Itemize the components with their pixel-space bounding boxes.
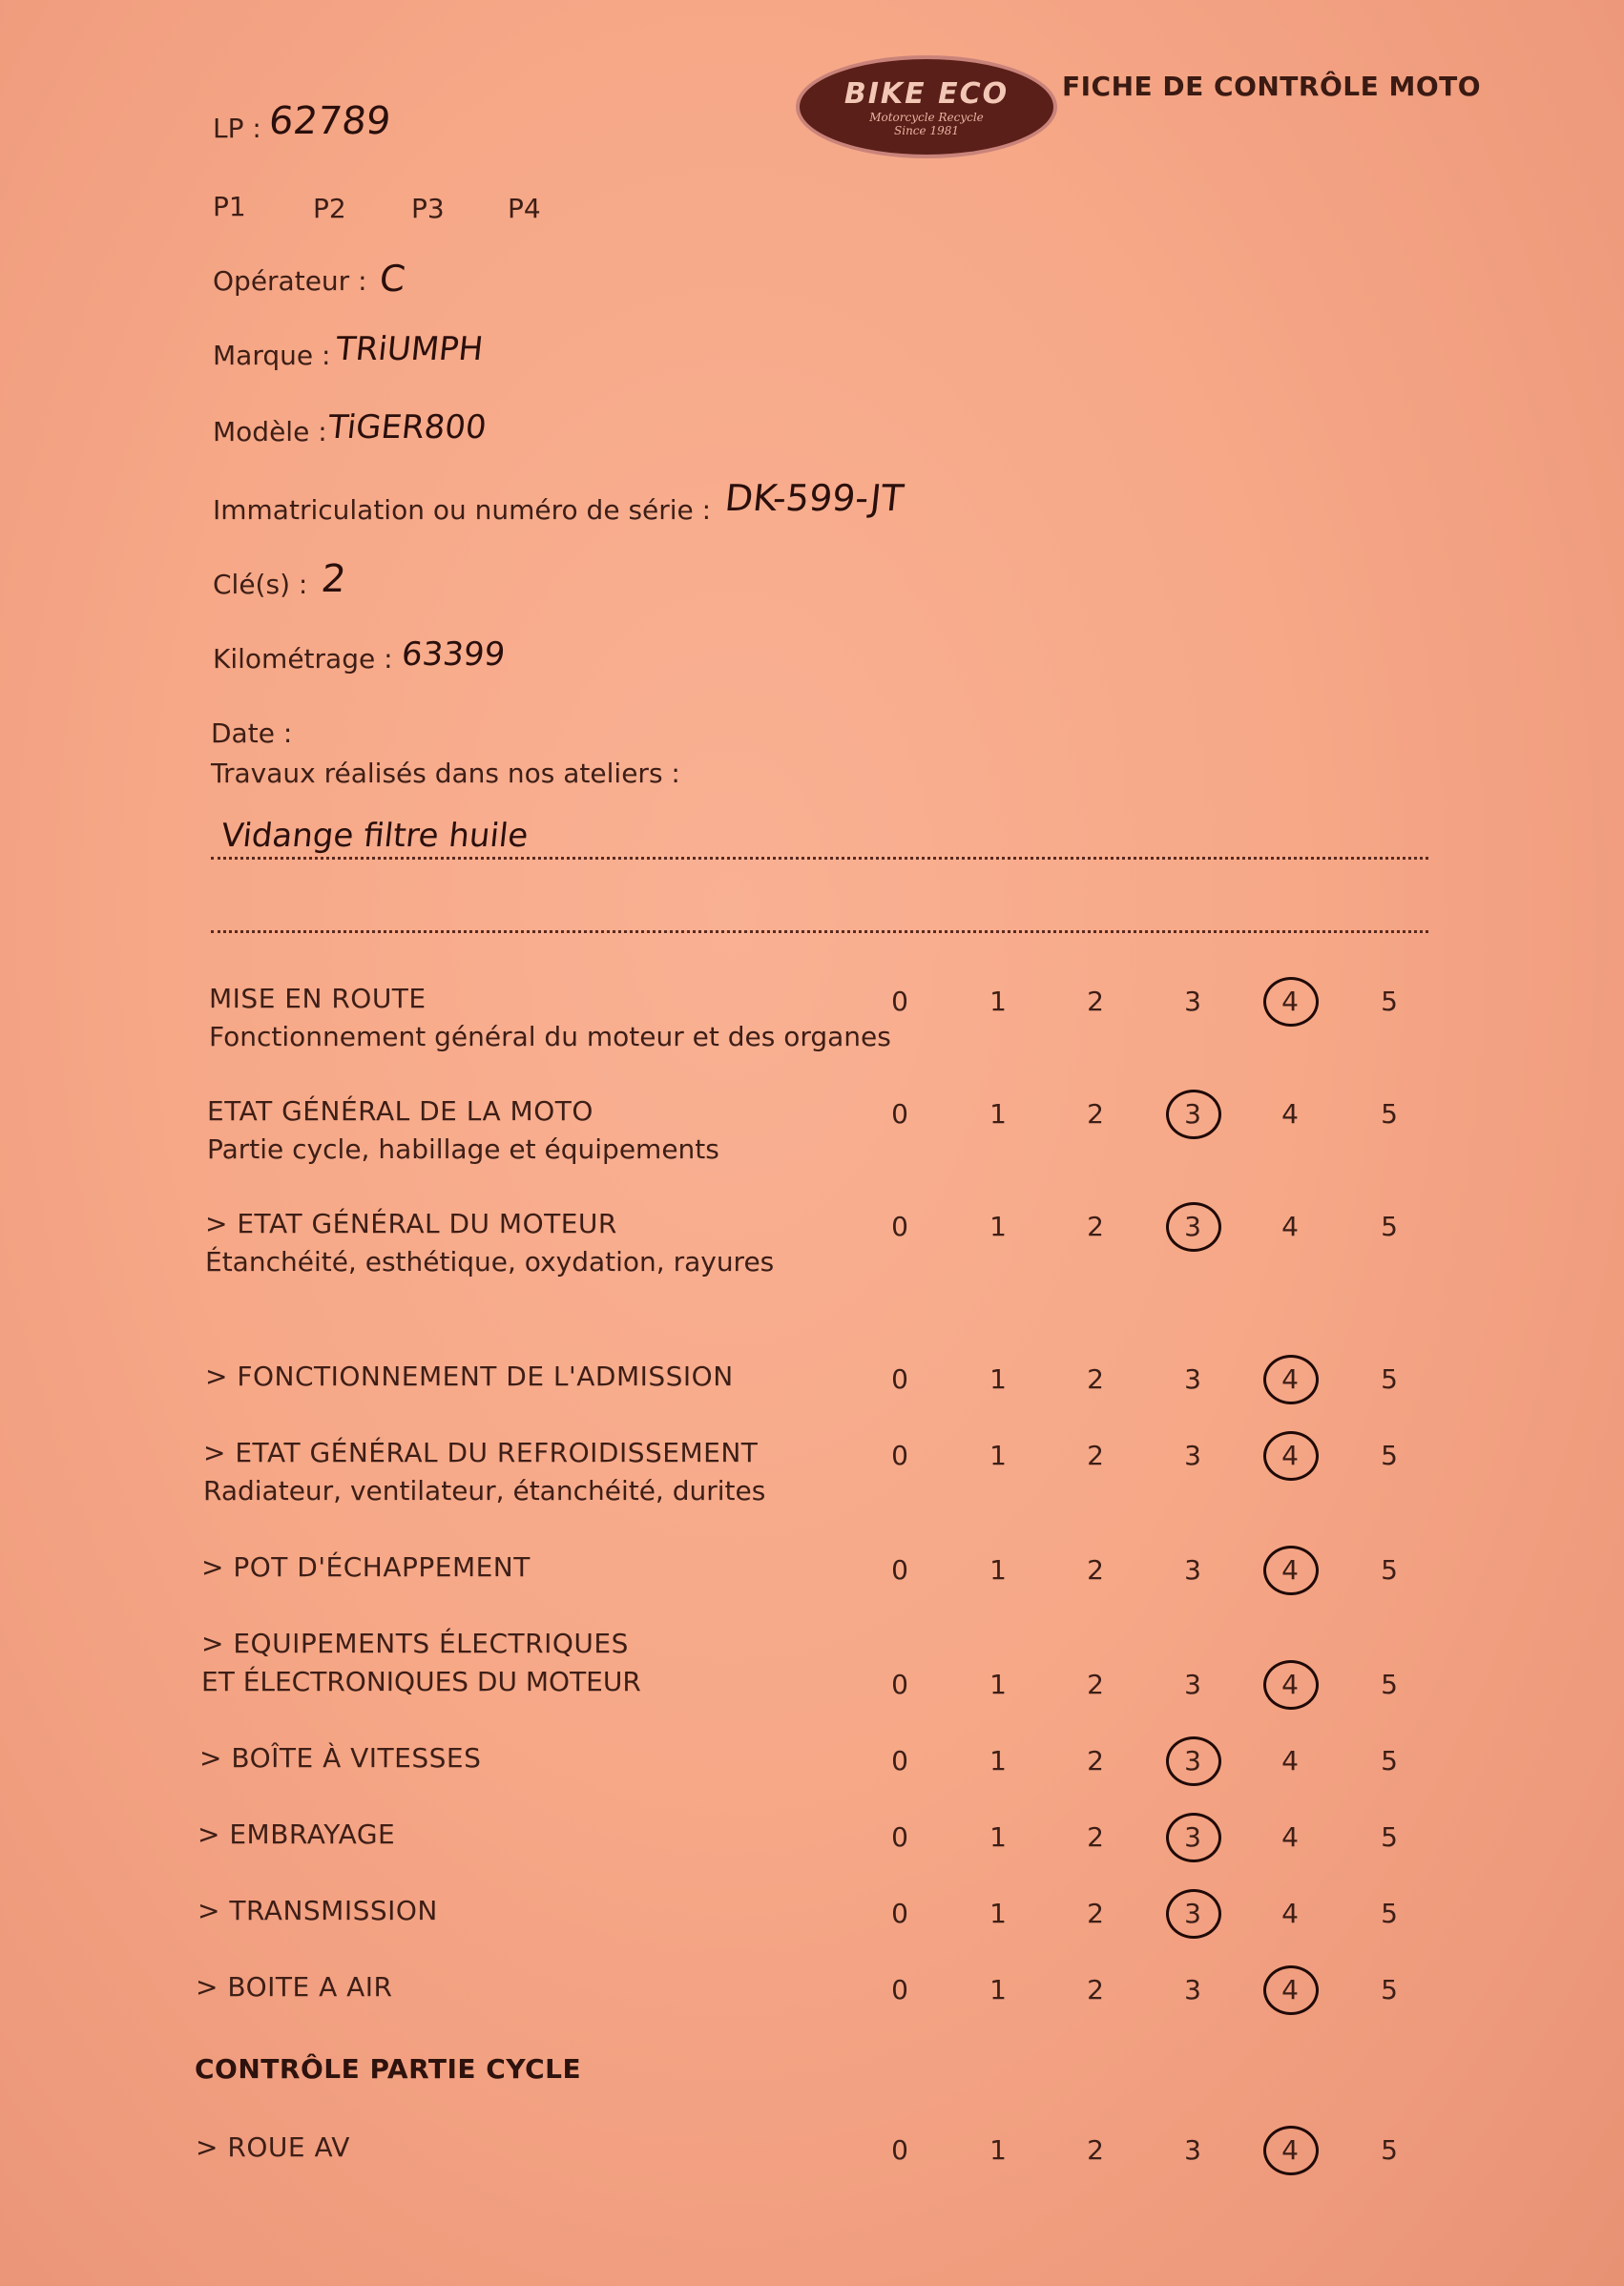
rating-score[interactable]: 5 (1381, 985, 1398, 1017)
rating-score[interactable]: 2 (1087, 1973, 1104, 2005)
rating-score[interactable]: 1 (989, 1439, 1007, 1471)
rating-score[interactable]: 0 (891, 1210, 908, 1242)
position-p4[interactable]: P4 (508, 193, 541, 224)
cles-value[interactable]: 2 (319, 557, 348, 601)
rating-score-selected[interactable]: 4 (1261, 977, 1319, 1025)
rating-score[interactable]: 1 (989, 1973, 1007, 2005)
rating-score[interactable]: 3 (1184, 1362, 1201, 1395)
rating-score[interactable]: 1 (989, 985, 1007, 1017)
kilometrage-value[interactable]: 63399 (399, 635, 508, 674)
marque-label: Marque : (213, 340, 331, 371)
rating-score[interactable]: 1 (989, 1553, 1007, 1586)
rating-score[interactable]: 5 (1381, 1668, 1398, 1700)
rating-score[interactable]: 0 (891, 1553, 908, 1586)
lp-label: LP : (213, 113, 261, 144)
rating-row-title: MISE EN ROUTE (209, 983, 427, 1014)
rating-score[interactable]: 3 (1184, 1973, 1201, 2005)
rating-score[interactable]: 3 (1184, 1553, 1201, 1586)
rating-score[interactable]: 1 (989, 1097, 1007, 1130)
rating-score[interactable]: 5 (1381, 1973, 1398, 2005)
rating-score[interactable]: 0 (891, 2133, 908, 2166)
rating-score[interactable]: 2 (1087, 1668, 1104, 1700)
section-heading-partie-cycle: CONTRÔLE PARTIE CYCLE (195, 2053, 582, 2085)
rating-score[interactable]: 5 (1381, 1362, 1398, 1395)
logo-tagline: Motorcycle Recycle (869, 110, 984, 124)
rating-row-title: > ETAT GÉNÉRAL DU MOTEUR (205, 1208, 617, 1239)
travaux-label: Travaux réalisés dans nos ateliers : (211, 758, 680, 789)
rating-score-selected[interactable]: 4 (1261, 1546, 1319, 1593)
rating-row-subtitle: Fonctionnement général du moteur et des organes (209, 1021, 891, 1052)
modele-value[interactable]: TiGER800 (325, 408, 489, 447)
rating-score[interactable]: 0 (891, 1362, 908, 1395)
rating-score[interactable]: 0 (891, 1820, 908, 1853)
rating-score[interactable]: 2 (1087, 985, 1104, 1017)
rating-score[interactable]: 1 (989, 1668, 1007, 1700)
rating-score[interactable]: 5 (1381, 2133, 1398, 2166)
rating-score[interactable]: 1 (989, 1897, 1007, 1929)
rating-score[interactable]: 3 (1184, 985, 1201, 1017)
rating-score[interactable]: 2 (1087, 1553, 1104, 1586)
modele-label: Modèle : (213, 416, 327, 447)
rating-row-title: > BOITE A AIR (196, 1971, 393, 2003)
rating-row-title: > FONCTIONNEMENT DE L'ADMISSION (205, 1361, 734, 1392)
rating-score[interactable]: 2 (1087, 2133, 1104, 2166)
rating-row-title: > BOÎTE À VITESSES (199, 1742, 482, 1774)
rating-score[interactable]: 2 (1087, 1744, 1104, 1777)
rating-score[interactable]: 4 (1281, 1210, 1299, 1242)
rating-score[interactable]: 5 (1381, 1439, 1398, 1471)
rating-score-selected[interactable]: 4 (1261, 1965, 1319, 2013)
rating-score[interactable]: 4 (1281, 1897, 1299, 1929)
rating-score[interactable]: 0 (891, 1973, 908, 2005)
rating-score[interactable]: 0 (891, 1668, 908, 1700)
rating-score[interactable]: 4 (1281, 1097, 1299, 1130)
rating-score-selected[interactable]: 4 (1261, 2126, 1319, 2173)
bike-eco-logo (796, 55, 1057, 158)
form-title: FICHE DE CONTRÔLE MOTO (1062, 71, 1482, 102)
rating-row-title: > EQUIPEMENTS ÉLECTRIQUES (201, 1628, 629, 1659)
travaux-line-1 (211, 857, 1428, 860)
lp-value[interactable]: 62789 (266, 99, 393, 143)
rating-score[interactable]: 5 (1381, 1897, 1398, 1929)
rating-score[interactable]: 2 (1087, 1439, 1104, 1471)
rating-row-subtitle: ET ÉLECTRONIQUES DU MOTEUR (201, 1666, 641, 1697)
rating-score[interactable]: 1 (989, 1210, 1007, 1242)
rating-row-title: > ROUE AV (196, 2131, 350, 2163)
travaux-value[interactable]: Vidange filtre huile (219, 817, 531, 855)
logo-brand: BIKE ECO (843, 76, 1010, 111)
rating-score[interactable]: 4 (1281, 1744, 1299, 1777)
rating-score[interactable]: 2 (1087, 1097, 1104, 1130)
rating-row-title: > POT D'ÉCHAPPEMENT (201, 1551, 531, 1583)
kilometrage-label: Kilométrage : (213, 643, 393, 675)
rating-score[interactable]: 1 (989, 1362, 1007, 1395)
rating-score[interactable]: 5 (1381, 1210, 1398, 1242)
date-label: Date : (211, 717, 293, 749)
rating-row-title: > TRANSMISSION (198, 1895, 438, 1926)
rating-score[interactable]: 1 (989, 1820, 1007, 1853)
rating-score-selected[interactable]: 3 (1164, 1889, 1221, 1937)
position-p2[interactable]: P2 (313, 193, 346, 224)
rating-score[interactable]: 2 (1087, 1362, 1104, 1395)
operateur-label: Opérateur : (213, 265, 367, 297)
rating-score-selected[interactable]: 4 (1261, 1355, 1319, 1403)
position-p1[interactable]: P1 (213, 191, 246, 222)
rating-row-subtitle: Partie cycle, habillage et équipements (207, 1133, 719, 1165)
rating-score[interactable]: 0 (891, 1439, 908, 1471)
operateur-value[interactable]: C (377, 258, 407, 300)
rating-score[interactable]: 5 (1381, 1097, 1398, 1130)
rating-score[interactable]: 0 (891, 1744, 908, 1777)
rating-score[interactable]: 5 (1381, 1820, 1398, 1853)
rating-score[interactable]: 3 (1184, 1439, 1201, 1471)
immatriculation-label: Immatriculation ou numéro de série : (213, 494, 712, 526)
rating-score[interactable]: 0 (891, 985, 908, 1017)
marque-value[interactable]: TRiUMPH (333, 330, 486, 368)
rating-row-subtitle: Radiateur, ventilateur, étanchéité, durites (203, 1475, 766, 1507)
rating-row-subtitle: Étanchéité, esthétique, oxydation, rayures (205, 1246, 775, 1278)
position-p3[interactable]: P3 (411, 193, 445, 224)
rating-score[interactable]: 2 (1087, 1820, 1104, 1853)
rating-row-title: ETAT GÉNÉRAL DE LA MOTO (207, 1095, 593, 1127)
rating-score-selected[interactable]: 4 (1261, 1431, 1319, 1479)
rating-score[interactable]: 4 (1281, 1820, 1299, 1853)
rating-score[interactable]: 2 (1087, 1210, 1104, 1242)
rating-score[interactable]: 2 (1087, 1897, 1104, 1929)
rating-score[interactable]: 1 (989, 1744, 1007, 1777)
rating-row-title: > EMBRAYAGE (198, 1818, 396, 1850)
rating-score[interactable]: 1 (989, 2133, 1007, 2166)
rating-score[interactable]: 3 (1184, 2133, 1201, 2166)
immatriculation-value[interactable]: DK-599-JT (722, 477, 906, 519)
rating-row-title: > ETAT GÉNÉRAL DU REFROIDISSEMENT (203, 1437, 759, 1468)
rating-score[interactable]: 5 (1381, 1553, 1398, 1586)
rating-score-selected[interactable]: 4 (1261, 1660, 1319, 1708)
rating-score-selected[interactable]: 3 (1164, 1090, 1221, 1137)
rating-score[interactable]: 0 (891, 1897, 908, 1929)
logo-tagline-since: Since 1981 (894, 123, 959, 137)
rating-score[interactable]: 3 (1184, 1668, 1201, 1700)
rating-score-selected[interactable]: 3 (1164, 1202, 1221, 1250)
rating-score-selected[interactable]: 3 (1164, 1813, 1221, 1860)
rating-score-selected[interactable]: 3 (1164, 1736, 1221, 1784)
travaux-line-2 (211, 930, 1428, 933)
cles-label: Clé(s) : (213, 569, 308, 600)
rating-score[interactable]: 5 (1381, 1744, 1398, 1777)
rating-score[interactable]: 0 (891, 1097, 908, 1130)
